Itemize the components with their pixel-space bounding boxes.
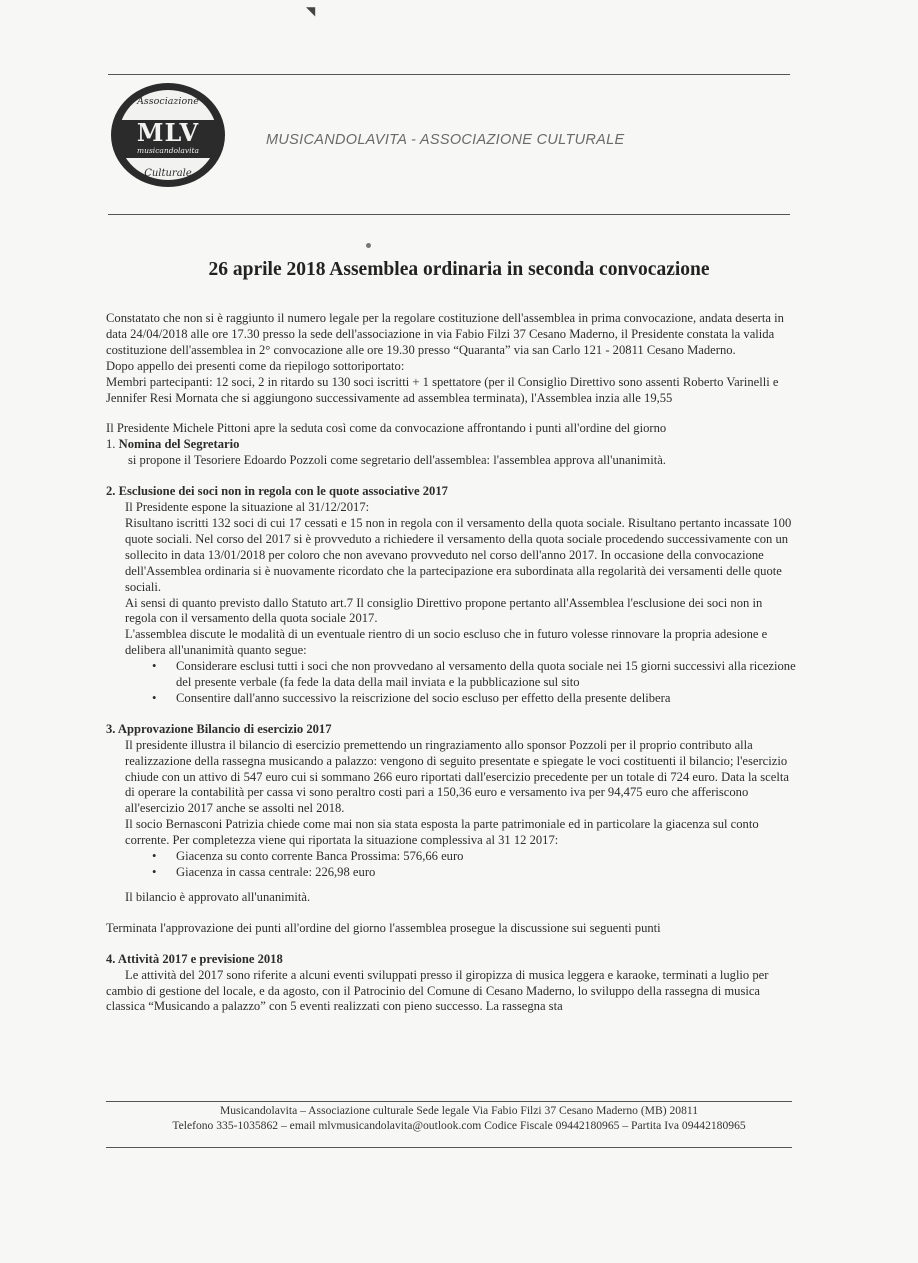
header-top-rule — [108, 74, 790, 75]
section-3-body — [106, 738, 796, 849]
intro-paragraph: Constatato che non si è raggiunto il numero legale per la regolare costituzione dell'assemblea in prima convocazione, andata deserta in data 24/04/2018 alle ore 17.30 presso la sede dell'associazione in via Fabio Filzi 37 Cesano Maderno, il Presidente constata la valida costituzione dell'assemblea in 2° convocazione alle ore 19.30 presso “Quaranta” via san Carlo 121 - 20811 Cesano Maderno. — [106, 311, 784, 357]
list-item: • Giacenza in cassa centrale: 226,98 euro — [176, 865, 796, 881]
section-1-text: si propone il Tesoriere Edoardo Pozzoli come segretario dell'assemblea: l'assemblea approva all'unanimità. — [128, 453, 666, 468]
logo-band-text: musicandolavita — [137, 146, 199, 155]
page-title: 26 aprile 2018 Assemblea ordinaria in seconda convocazione — [208, 259, 710, 280]
section-1-number: 1. — [106, 437, 116, 452]
section-2-paragraph: L'assemblea discute le modalità di un eventuale rientro di un socio escluso che in futuro volesse rinnovare la propria adesione e delibera all'unanimità quanto segue: — [125, 627, 768, 658]
section-3-approval: Il bilancio è approvato all'unanimità. — [125, 889, 311, 904]
section-3-heading: 3. Approvazione Bilancio di esercizio 2017 — [106, 721, 332, 736]
logo-bottom-text: Culturale — [144, 168, 192, 179]
scan-mark: ◥ — [306, 4, 316, 18]
association-logo — [108, 80, 228, 190]
list-item: • Giacenza su conto corrente Banca Prossima: 576,66 euro — [176, 849, 796, 865]
footer-top-rule — [106, 1101, 792, 1102]
footer-bottom-rule — [106, 1147, 792, 1148]
footer-line-2: Telefono 335-1035862 – email mlvmusicandolavita@outlook.com Codice Fiscale 09442180965 – Partita Iva 09442180965 — [172, 1119, 746, 1132]
document-body — [106, 311, 796, 1015]
footer-line-1: Musicandolavita – Associazione culturale Sede legale Via Fabio Filzi 37 Cesano Maderno (MB) 20811 — [219, 1104, 699, 1117]
intro-paragraph: Membri partecipanti: 12 soci, 2 in ritardo su 130 soci iscritti + 1 spettatore (per il Consiglio Direttivo sono assenti Roberto Varinelli e Jennifer Resi Mornata che si aggiungono successivamente ad assemblea terminata), l'Assemblea inzia alle 19,55 — [106, 374, 779, 405]
section-3-paragraph: Il presidente illustra il bilancio di esercizio premettendo un ringraziamento allo sponsor Pozzoli per il proprio contributo alla realizzazione della rassegna musicando a palazzo: vengono di seguito presentate e spiegate le voci costituenti il bilancio; l'esercizio chiude con un attivo di 547 euro cui si sommano 266 euro riportati dall'esercizio precedente per un totale di 724 euro. Data la scelta di operare la contabilità per cassa vi sono peraltro costi pari a 150,36 euro e versamento iva per 94,475 euro che afferiscono all'esercizio 2017 anche se assolti nel 2018. — [125, 737, 789, 816]
scan-dot — [366, 243, 371, 248]
section-2-heading: 2. Esclusione dei soci non in regola con le quote associative 2017 — [106, 484, 448, 499]
list-item: • Consentire dall'anno successivo la reiscrizione del socio escluso per effetto della presente delibera — [176, 691, 796, 707]
section-4-paragraph: Le attività del 2017 sono riferite a alcuni eventi sviluppati presso il giropizza di musica leggera e karaoke, terminati a luglio per cambio di gestione del locale, e da agosto, con il Patrocinio del Comune di Cesano Maderno, lo sviluppo della rassegna di musica classica “Musicando a palazzo” con 5 eventi realizzati con pieno successo. La rassegna sta — [106, 967, 769, 1014]
footer — [0, 1103, 918, 1133]
header-tagline: MUSICANDOLAVITA - ASSOCIAZIONE CULTURALE — [266, 132, 625, 148]
section-1-title: Nomina del Segretario — [118, 437, 240, 452]
logo-main-text: MLV — [136, 118, 200, 147]
header-bottom-rule — [108, 214, 790, 215]
section-3-bullet-list — [106, 849, 796, 881]
section-2-paragraph: Il Presidente espone la situazione al 31/12/2017: — [125, 500, 370, 515]
section-3-paragraph: Il socio Bernasconi Patrizia chiede come mai non sia stata esposta la parte patrimoniale ed in particolare la giacenza sul conto corrente. Per completezza viene qui riportata la situazione complessiva al 31 12 2017: — [125, 817, 759, 848]
logo-top-text: Associazione — [137, 96, 199, 107]
intro-paragraph: Il Presidente Michele Pittoni apre la seduta così come da convocazione affrontando i punti all'ordine del giorno — [106, 421, 667, 436]
section-2-body — [106, 500, 796, 659]
section-4-heading: 4. Attività 2017 e previsione 2018 — [106, 951, 283, 966]
intro-paragraph: Dopo appello dei presenti come da riepilogo sottoriportato: — [106, 358, 405, 373]
closing-paragraph: Terminata l'approvazione dei punti all'ordine del giorno l'assemblea prosegue la discussione sui seguenti punti — [106, 920, 661, 935]
list-item: • Considerare esclusi tutti i soci che non provvedano al versamento della quota sociale nei 15 giorni successivi alla ricezione del presente verbale (fa fede la data della mail inviata e la pubblicazione sul sito — [176, 659, 796, 691]
section-2-paragraph: Risultano iscritti 132 soci di cui 17 cessati e 15 non in regola con il versamento della quota sociale. Risultano pertanto incassate 100 quote sociali. Nel corso del 2017 si è provveduto a richiedere il versamento della quota sociale procedendo successivamente con un sollecito in data 13/01/2018 per coloro che non avevano provveduto nel corso dell'anno 2017. In occasione della convocazione dell'Assemblea ordinaria si è nuovamente ricordato che la partecipazione era subordinata alla regolarità dei versamenti delle quote sociali. — [125, 515, 792, 594]
section-1-heading — [106, 437, 796, 453]
section-2-bullet-list — [106, 659, 796, 707]
section-2-paragraph: Ai sensi di quanto previsto dallo Statuto art.7 Il consiglio Direttivo propone pertanto all'Assemblea l'esclusione dei soci non in regola con il versamento della quota sociale 2017. — [125, 595, 763, 626]
